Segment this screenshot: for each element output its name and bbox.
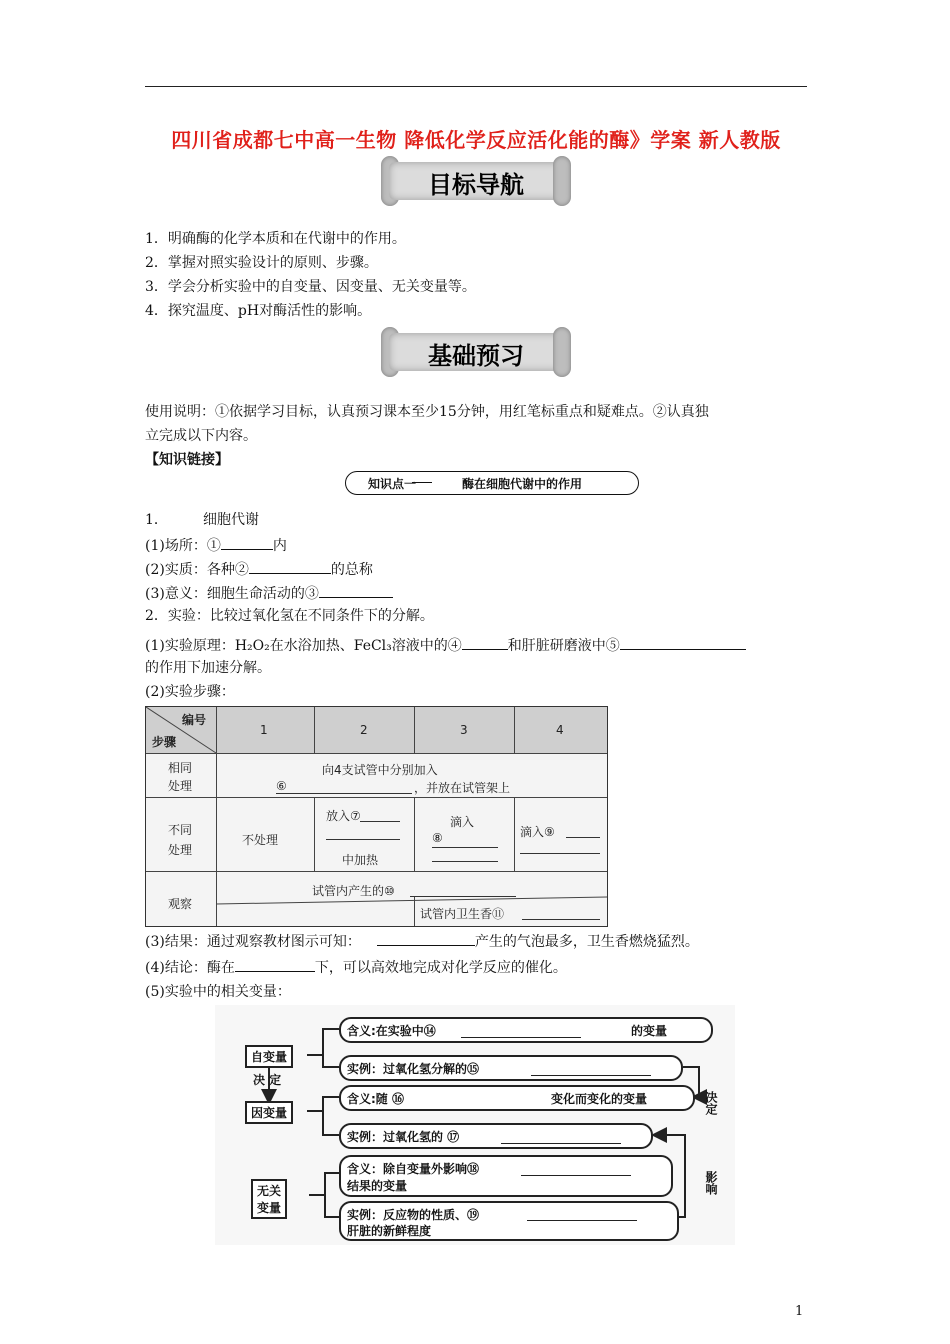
row1-text1: 向4支试管中分别加入 xyxy=(322,763,438,777)
row1-text2: ，并放在试管架上 xyxy=(414,781,511,795)
usage-line-2: 立完成以下内容。 xyxy=(145,428,257,444)
sec1-line2: (2)实质：各种② 的总称 xyxy=(145,558,373,580)
row2-label-a: 不同 xyxy=(168,823,193,837)
row1-mark: ⑥ xyxy=(276,779,287,793)
col-2: 2 xyxy=(360,723,368,737)
variables-diagram xyxy=(215,1005,735,1245)
row2-c2-top: 放入⑦ xyxy=(326,809,361,823)
row2-c1: 不处理 xyxy=(242,833,279,847)
col-4: 4 xyxy=(556,723,564,737)
goal-2: 2．掌握对照实验设计的原则、步骤。 xyxy=(145,255,378,271)
irrelevant-variable-box: 无关 变量 xyxy=(251,1179,287,1219)
experiment-table xyxy=(145,706,608,927)
page-number: 1 xyxy=(795,1304,804,1319)
corner-bottom: 步骤 xyxy=(152,735,177,749)
sec2-principle: (1)实验原理：H₂O₂在水浴加热、FeCl₃溶液中的④ 和肝脏研磨液中⑤ xyxy=(145,634,746,656)
blank-2 xyxy=(249,558,331,574)
row2-c3-mark: ⑧ xyxy=(432,831,443,845)
right-influence-label: 影响 xyxy=(704,1171,718,1195)
document-title: 四川省成都七中高一生物 降低化学反应活化能的酶》学案 新人教版 xyxy=(171,128,781,152)
goal-1: 1．明确酶的化学本质和在代谢中的作用。 xyxy=(145,231,406,247)
blank-5 xyxy=(620,634,746,650)
knowledge-link: 【知识链接】 xyxy=(145,452,229,468)
row2-c4: 滴入⑨ xyxy=(520,825,555,839)
banner-goals xyxy=(381,156,571,206)
sec2-principle-cont: 的作用下加速分解。 xyxy=(145,660,271,676)
independent-variable-box: 自变量 xyxy=(245,1045,293,1068)
variables-heading: (5)实验中的相关变量： xyxy=(145,984,291,1000)
indep-example-box: 实例：过氧化氢分解的⑮ xyxy=(339,1055,683,1081)
right-decide-label: 决定 xyxy=(704,1091,718,1115)
dep-example-box: 实例：过氧化氢的 ⑰ xyxy=(339,1123,653,1149)
indep-meaning-box: 含义:在实验中⑭ 的变量 xyxy=(339,1017,713,1043)
row3-label: 观察 xyxy=(168,897,193,911)
row2-c3: 滴入 xyxy=(450,815,475,829)
sec1-heading: 细胞代谢 xyxy=(203,512,259,528)
col-1: 1 xyxy=(260,723,268,737)
banner-preview xyxy=(381,327,571,377)
irrel-meaning-box: 含义：除自变量外影响⑱ 结果的变量 xyxy=(339,1155,673,1197)
blank-13 xyxy=(235,956,315,972)
row1-label-a: 相同 xyxy=(168,761,193,775)
pill-label: 知识点一 xyxy=(368,477,417,491)
banner-preview-label: 基础预习 xyxy=(428,342,524,370)
row3-text2: 试管内卫生香⑪ xyxy=(420,907,505,921)
col-3: 3 xyxy=(460,723,468,737)
row1-label-b: 处理 xyxy=(168,779,193,793)
dep-meaning-box: 含义:随 ⑯ 变化而变化的变量 xyxy=(339,1085,695,1111)
irrel-example-box: 实例：反应物的性质、⑲ 肝脏的新鲜程度 xyxy=(339,1201,679,1241)
banner-goals-label: 目标导航 xyxy=(428,171,524,199)
conclusion-line: (4)结论：酶在 下，可以高效地完成对化学反应的催化。 xyxy=(145,956,567,978)
blank-3 xyxy=(319,582,393,598)
decide-label: 决 定 xyxy=(253,1073,282,1087)
header-rule xyxy=(145,86,807,87)
corner-top: 编号 xyxy=(182,713,207,727)
result-line: (3)结果：通过观察教材图示可知： 产生的气泡最多，卫生香燃烧猛烈。 xyxy=(145,930,699,952)
goal-4: 4．探究温度、pH对酶活性的影响。 xyxy=(145,303,372,319)
knowledge-point-pill xyxy=(345,471,639,495)
goal-3: 3．学会分析实验中的自变量、因变量、无关变量等。 xyxy=(145,279,476,295)
blank-1 xyxy=(221,534,273,550)
row3-text1: 试管内产生的⑩ xyxy=(312,884,395,898)
row2-c2-bottom: 中加热 xyxy=(342,853,379,867)
sec1-line3: (3)意义：细胞生命活动的③ xyxy=(145,582,393,604)
sec1-line1: (1)场所：① 内 xyxy=(145,534,287,556)
usage-line-1: 使用说明：①依据学习目标，认真预习课本至少15分钟，用红笔标重点和疑难点。②认真独 xyxy=(145,404,709,420)
blank-4 xyxy=(462,634,508,650)
pill-topic: 酶在细胞代谢中的作用 xyxy=(462,477,583,491)
sec1-number: 1． xyxy=(145,512,168,528)
row2-label-b: 处理 xyxy=(168,843,193,857)
sec2-steps: (2)实验步骤： xyxy=(145,684,235,700)
dependent-variable-box: 因变量 xyxy=(245,1101,293,1124)
blank-12 xyxy=(377,930,475,946)
sec2-heading: 2．实验：比较过氧化氢在不同条件下的分解。 xyxy=(145,608,434,624)
